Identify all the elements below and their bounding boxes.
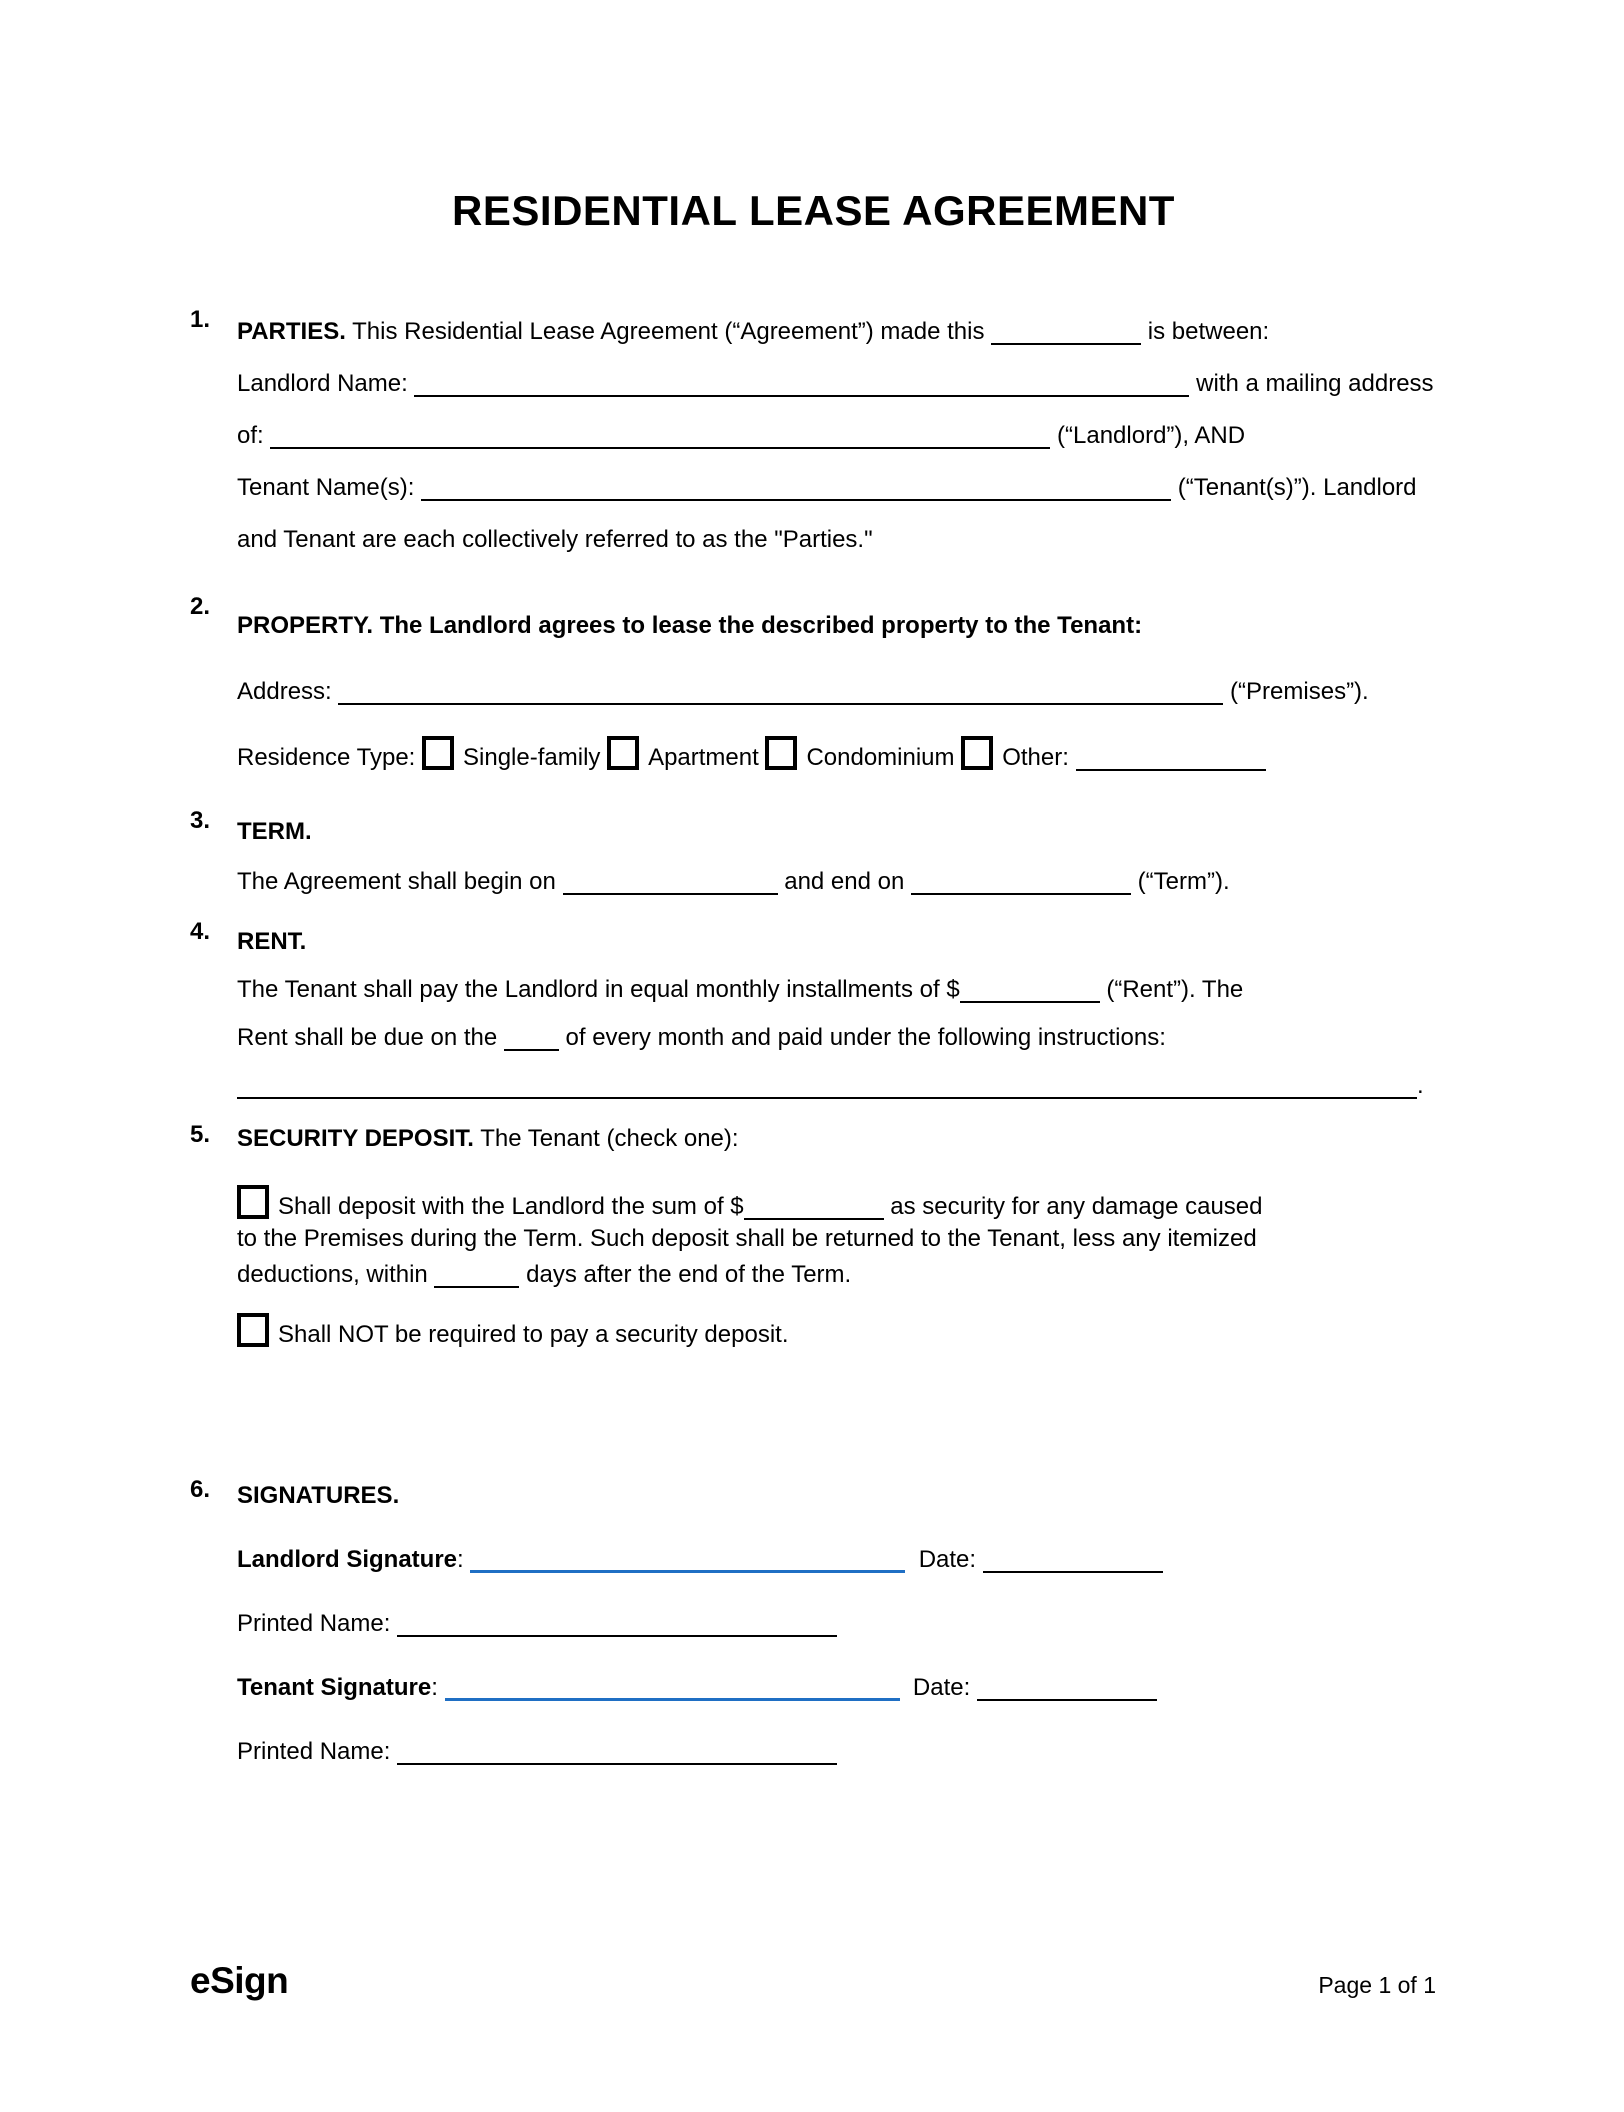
term-start-date-field[interactable] [563,873,778,895]
bold-text: PROPERTY. The Landlord agrees to lease the described property to the Tenant: [237,612,1143,639]
section-property [190,593,1437,791]
text-line [237,1732,1437,1772]
text: as security for any damage caused [883,1193,1263,1220]
text: deductions, within [237,1261,435,1288]
text: and end on [777,868,911,895]
text: Residence Type: [237,744,423,771]
document-body [190,306,1437,1796]
section-rent [190,918,1437,1110]
text: days after the end of the Term. [519,1261,852,1288]
text-line [237,659,1437,725]
text-line [237,1221,1437,1257]
text: Date: [899,1674,977,1701]
bold-text: SECURITY DEPOSIT. [237,1125,474,1152]
text: of: [237,422,271,449]
text-line [237,1014,1437,1062]
tenant-printed-name-field[interactable] [397,1743,837,1765]
text: (“Rent”). The [1099,976,1244,1003]
other-checkbox[interactable] [961,736,993,770]
text: : [431,1674,445,1701]
landlord-signature-field[interactable] [470,1550,905,1573]
landlord-name-field[interactable] [414,375,1189,397]
text: Landlord Name: [237,370,415,397]
bold-text: SIGNATURES. [237,1482,400,1509]
other-residence-field[interactable] [1076,749,1266,771]
footer [190,1960,1436,2002]
text: Tenant Name(s): [237,474,422,501]
text-line [237,1668,1437,1708]
landlord-printed-name-field[interactable] [397,1615,837,1637]
text-line [237,918,1437,966]
text: (“Tenant(s)”). Landlord [1171,474,1417,501]
bold-text: TERM. [237,818,312,845]
text-line [237,593,1437,659]
section-number: 4. [190,918,211,945]
text-line [237,1062,1437,1110]
single-family-checkbox[interactable] [422,736,454,770]
section-content [237,306,1437,566]
text: (“Term”). [1131,868,1230,895]
text: and Tenant are each collectively referred to as the "Parties." [237,526,873,553]
deposit-return-days-field[interactable] [434,1266,519,1288]
text-line [237,1185,1437,1221]
rent-amount-field[interactable] [960,981,1100,1003]
section-number: 5. [190,1121,211,1148]
text: Address: [237,678,339,705]
text: This Residential Lease Agreement (“Agreement”) made this [345,318,992,345]
deposit-amount-field[interactable] [744,1198,884,1220]
text: with a mailing address [1189,370,1434,397]
text-line [237,1121,1437,1157]
section-content [237,1121,1437,1349]
bold-text: Tenant Signature [237,1674,432,1701]
text-line [237,514,1437,566]
section-security-deposit [190,1121,1437,1349]
text-line [237,1257,1437,1293]
text: Condominium [806,744,962,771]
section-content [237,593,1437,791]
deposit-required-checkbox[interactable] [237,1185,269,1219]
text: . [1417,1072,1424,1099]
section-number: 2. [190,593,211,620]
text: Single-family [463,744,608,771]
agreement-date-field[interactable] [991,323,1141,345]
text-line [237,410,1437,462]
text: The Agreement shall begin on [237,868,563,895]
text: Other: [1002,744,1076,771]
text: (“Premises”). [1223,678,1369,705]
text: of every month and paid under the following instructions: [558,1024,1166,1051]
text: The Tenant shall pay the Landlord in equal monthly installments of $ [237,976,960,1003]
document [190,0,1437,1796]
text-line [237,1540,1437,1580]
text: to the Premises during the Term. Such deposit shall be returned to the Tenant, less any itemized [237,1225,1257,1252]
term-end-date-field[interactable] [911,873,1131,895]
section-parties [190,306,1437,566]
text-line [237,1313,1437,1349]
section-term [190,807,1437,907]
text-line [237,462,1437,514]
text: is between: [1141,318,1270,345]
text: : [457,1546,471,1573]
text: Printed Name: [237,1610,398,1637]
payment-instructions-field[interactable] [237,1077,1417,1099]
section-signatures [190,1476,1437,1796]
bold-text: RENT. [237,928,307,955]
section-content [237,918,1437,1110]
text-line [237,725,1437,791]
condominium-checkbox[interactable] [765,736,797,770]
apartment-checkbox[interactable] [607,736,639,770]
text: Shall NOT be required to pay a security deposit. [278,1321,789,1348]
text-line [237,1604,1437,1644]
section-number: 6. [190,1476,211,1503]
document-title: RESIDENTIAL LEASE AGREEMENT [452,187,1175,234]
brand-logo: eSign [190,1960,289,2001]
text: Date: [905,1546,983,1573]
bold-text: Landlord Signature [237,1546,458,1573]
tenant-signature-field[interactable] [445,1678,900,1701]
premises-address-field[interactable] [338,683,1223,705]
section-content [237,807,1437,907]
page-indicator: Page 1 of 1 [1318,1972,1436,1998]
bold-text: PARTIES. [237,318,346,345]
no-deposit-checkbox[interactable] [237,1313,269,1347]
text: Shall deposit with the Landlord the sum of $ [278,1193,744,1220]
text-line [237,1476,1437,1516]
section-number: 1. [190,306,211,333]
section-content [237,1476,1437,1796]
text-line [237,966,1437,1014]
text-line [237,358,1437,410]
text: Printed Name: [237,1738,398,1765]
text-line [237,857,1437,907]
text: (“Landlord”), AND [1050,422,1246,449]
text-line [237,807,1437,857]
section-number: 3. [190,807,211,834]
text: Apartment [648,744,766,771]
text: The Tenant (check one): [473,1125,739,1152]
tenant-date-field[interactable] [977,1679,1157,1701]
text: Rent shall be due on the [237,1024,504,1051]
rent-due-day-field[interactable] [504,1029,559,1051]
landlord-date-field[interactable] [983,1551,1163,1573]
text-line [237,306,1437,358]
landlord-address-field[interactable] [270,427,1050,449]
tenant-names-field[interactable] [421,479,1171,501]
